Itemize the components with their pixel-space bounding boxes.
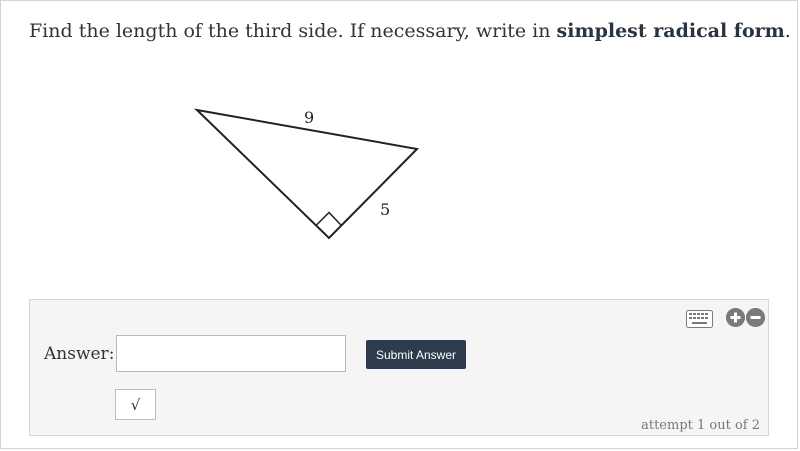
- question-emphasis: simplest radical form: [556, 20, 785, 42]
- leg-label: 5: [380, 200, 391, 219]
- sqrt-button[interactable]: √: [115, 389, 156, 420]
- answer-input[interactable]: [116, 335, 346, 372]
- attempt-counter: attempt 1 out of 2: [641, 418, 760, 433]
- question-suffix: .: [784, 20, 791, 42]
- submit-answer-button[interactable]: Submit Answer: [366, 340, 466, 369]
- plus-circle-icon[interactable]: [726, 308, 745, 327]
- keyboard-icon[interactable]: [686, 310, 713, 328]
- question-prefix: Find the length of the third side. If necessary, write in: [29, 20, 557, 42]
- hypotenuse-label: 9: [304, 108, 315, 127]
- answer-label: Answer:: [44, 344, 115, 364]
- right-angle-marker: [317, 213, 342, 226]
- answer-panel: [29, 299, 769, 436]
- minus-circle-icon[interactable]: [746, 308, 765, 327]
